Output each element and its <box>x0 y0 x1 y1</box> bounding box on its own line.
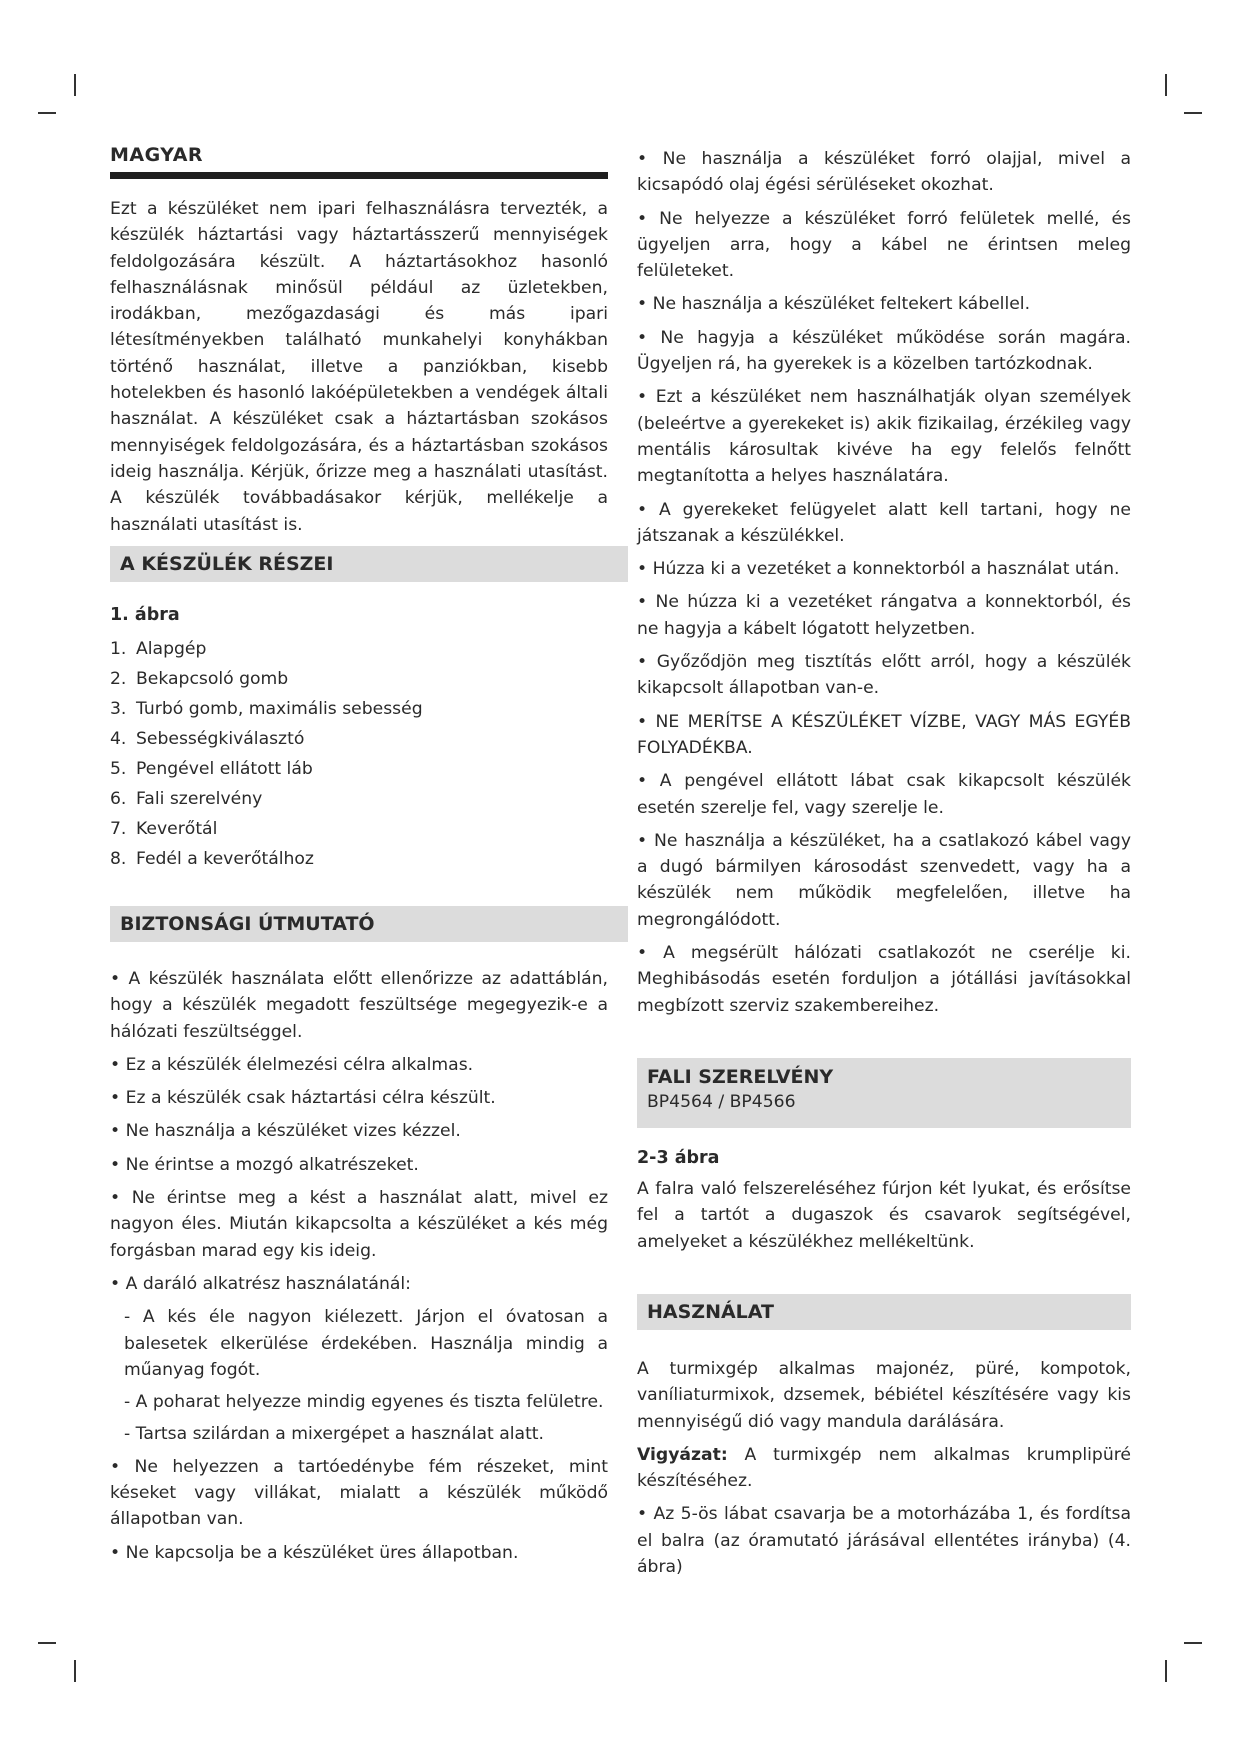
safety-item: • Ne helyezze a készüléket forró felületek mellé, és ügyeljen arra, hogy a kábel ne érintsen meleg felületeket. <box>637 208 1131 282</box>
parts-item-label: Turbó gomb, maximális sebesség <box>136 699 423 719</box>
safety-item: • Ne hagyja a készüléket működése során magára. Ügyeljen rá, ha gyerekek is a közelben tartózkodnak. <box>637 327 1131 375</box>
page-title: MAGYAR <box>110 144 204 166</box>
parts-item-number: 7. <box>110 819 127 839</box>
safety-item: • Ez a készülék élelmezési célra alkalmas. <box>110 1054 474 1075</box>
crop-mark <box>38 112 56 114</box>
caution-label: Vigyázat: <box>637 1444 728 1465</box>
safety-subitem: - A poharat helyezze mindig egyenes és tiszta felületre. <box>124 1392 604 1413</box>
caution-text: A turmixgép nem alkalmas krumplipüré készítéséhez. <box>637 1444 1131 1492</box>
safety-heading-text: BIZTONSÁGI ÚTMUTATÓ <box>120 913 375 935</box>
parts-item-label: Sebességkiválasztó <box>136 729 305 749</box>
safety-item: • A pengével ellátott lábat csak kikapcsolt készülék esetén szerelje fel, vagy szerelje le. <box>637 771 1131 818</box>
parts-heading <box>110 546 628 582</box>
parts-item-label: Bekapcsoló gomb <box>136 669 289 689</box>
parts-item-label: Alapgép <box>136 639 207 659</box>
safety-item: • Győződjön meg tisztítás előtt arról, hogy a készülék kikapcsolt állapotban van-e. <box>637 652 1131 699</box>
title-rule <box>110 172 608 179</box>
safety-item: • Ne húzza ki a vezetéket rángatva a konnektorból, és ne hagyja a kábelt lógatott helyzetben. <box>637 592 1131 639</box>
wall-mount-figure-label: 2-3 ábra <box>637 1148 720 1168</box>
crop-mark <box>74 74 76 96</box>
parts-heading-text: A KÉSZÜLÉK RÉSZEI <box>120 553 334 575</box>
safety-item: • Ne érintse meg a kést a használat alatt, mivel ez nagyon éles. Miután kikapcsolta a készüléket a kés még forgásban marad egy kis ideig. <box>110 1188 608 1261</box>
parts-figure-label: 1. ábra <box>110 605 180 625</box>
safety-item: • Ne használja a készüléket feltekert kábellel. <box>637 294 1031 315</box>
usage-heading <box>637 1294 1131 1330</box>
parts-list-item <box>110 814 608 844</box>
intro-paragraph: Ezt a készüléket nem ipari felhasználásra tervezték, a készülék háztartási vagy háztartásszerű mennyiségek feldolgozására készült. A háztartásokhoz hasonló felhasználásnak minősül például az üzletekben, irodákban, mezőgazdasági és más ipari létesítményekben található munkahelyi konyhákban történő használat, illetve a panziókban, kisebb hotelekben és hasonló lakóépületekben a vendégek általi használat. A készüléket csak a háztartásban szokásos mennyiségek feldolgozására, és a háztartásban szokásos ideig használja. Kérjük, őrizze meg a használati utasítást. A készülék továbbadásakor kérjük, mellékelje a használati utasítást is. <box>110 199 608 535</box>
usage-text: A turmixgép alkalmas majonéz, püré, kompotok, vaníliaturmixok, dzsemek, bébiétel készítésére vagy kis mennyiségű dió vagy mandula darálására. <box>637 1359 1131 1432</box>
crop-mark <box>1165 1660 1167 1682</box>
parts-item-label: Fedél a keverőtálhoz <box>136 849 314 869</box>
safety-item: • A daráló alkatrész használatánál: <box>110 1273 411 1294</box>
safety-item: • Ne használja a készüléket, ha a csatlakozó kábel vagy a dugó bármilyen károsodást szenvedett, vagy ha a készülék nem működik megfelelően, illetve ha megrongálódott. <box>637 830 1131 930</box>
parts-item-label: Keverőtál <box>136 819 218 839</box>
safety-item: • Ne használja a készüléket forró olajjal, mivel a kicsapódó olaj égési sérüléseket okozhat. <box>637 149 1131 196</box>
safety-list-continued <box>637 146 1131 1026</box>
wall-mount-text: A falra való felszereléséhez fúrjon két lyukat, és erősítse fel a tartót a dugaszok és csavarok segítségével, amelyeket a készülékhez mellékeltünk. <box>637 1179 1131 1252</box>
parts-item-label: Pengével ellátott láb <box>136 759 313 779</box>
crop-mark <box>1165 74 1167 96</box>
usage-item: • Az 5-ös lábat csavarja be a motorházába 1, és fordítsa el balra (az óramutató járásával ellentétes irányba) (4. ábra) <box>637 1504 1131 1578</box>
parts-list-item <box>110 724 608 754</box>
parts-list-item <box>110 784 608 814</box>
parts-item-number: 2. <box>110 669 127 689</box>
safety-item: • Ne használja a készüléket vizes kézzel. <box>110 1121 461 1142</box>
wall-mount-models: BP4564 / BP4566 <box>647 1092 796 1112</box>
safety-item: • Ezt a készüléket nem használhatják olyan személyek (beleértve a gyerekeket is) akik fizikailag, érzékileg vagy mentális károsultak kivéve ha egy felelős felnőtt megtanította a helyes használatára. <box>637 387 1131 487</box>
parts-list-item <box>110 844 608 874</box>
parts-list-item <box>110 664 608 694</box>
safety-subitem: - Tartsa szilárdan a mixergépet a használat alatt. <box>124 1424 545 1445</box>
parts-list-item <box>110 634 608 664</box>
parts-item-number: 6. <box>110 789 127 809</box>
crop-mark <box>74 1660 76 1682</box>
safety-item: • A gyerekeket felügyelet alatt kell tartani, hogy ne játszanak a készülékkel. <box>637 499 1131 546</box>
wall-mount-heading <box>637 1058 1131 1128</box>
parts-item-number: 5. <box>110 759 127 779</box>
parts-list <box>110 634 608 874</box>
safety-item: • Ez a készülék csak háztartási célra készült. <box>110 1088 496 1109</box>
safety-item: • Ne helyezzen a tartóedénybe fém részeket, mint késeket vagy villákat, mialatt a készülék működő állapotban van. <box>110 1456 608 1530</box>
parts-item-number: 8. <box>110 849 127 869</box>
safety-subitem: - A kés éle nagyon kiélezett. Járjon el óvatosan a balesetek elkerülése érdekében. Használja mindig a műanyag fogót. <box>124 1307 608 1380</box>
wall-mount-heading-text: FALI SZERELVÉNY <box>647 1066 834 1088</box>
safety-item: • Húzza ki a vezetéket a konnektorból a használat után. <box>637 559 1120 580</box>
safety-item: • A megsérült hálózati csatlakozót ne cserélje ki. Meghibásodás esetén forduljon a jótállási javításokkal megbízott szerviz szakembereihez. <box>637 943 1131 1016</box>
parts-item-number: 3. <box>110 699 127 719</box>
crop-mark <box>1184 1642 1202 1644</box>
safety-item: • Ne kapcsolja be a készüléket üres állapotban. <box>110 1542 519 1563</box>
safety-item: • Ne érintse a mozgó alkatrészeket. <box>110 1154 419 1175</box>
safety-item: • A készülék használata előtt ellenőrizze az adattáblán, hogy a készülék megadott feszültsége megegyezik-e a hálózati feszültséggel. <box>110 969 608 1042</box>
parts-list-item <box>110 754 608 784</box>
parts-item-label: Fali szerelvény <box>136 789 263 809</box>
safety-list <box>110 966 608 1573</box>
parts-item-number: 4. <box>110 729 127 749</box>
crop-mark <box>1184 112 1202 114</box>
caution-paragraph <box>637 1442 1131 1495</box>
safety-heading <box>110 906 628 942</box>
safety-item: • NE MERÍTSE A KÉSZÜLÉKET VÍZBE, VAGY MÁS EGYÉB FOLYADÉKBA. <box>637 711 1131 758</box>
usage-heading-text: HASZNÁLAT <box>647 1301 774 1323</box>
parts-list-item <box>110 694 608 724</box>
crop-mark <box>38 1642 56 1644</box>
parts-item-number: 1. <box>110 639 127 659</box>
usage-section <box>637 1356 1131 1587</box>
